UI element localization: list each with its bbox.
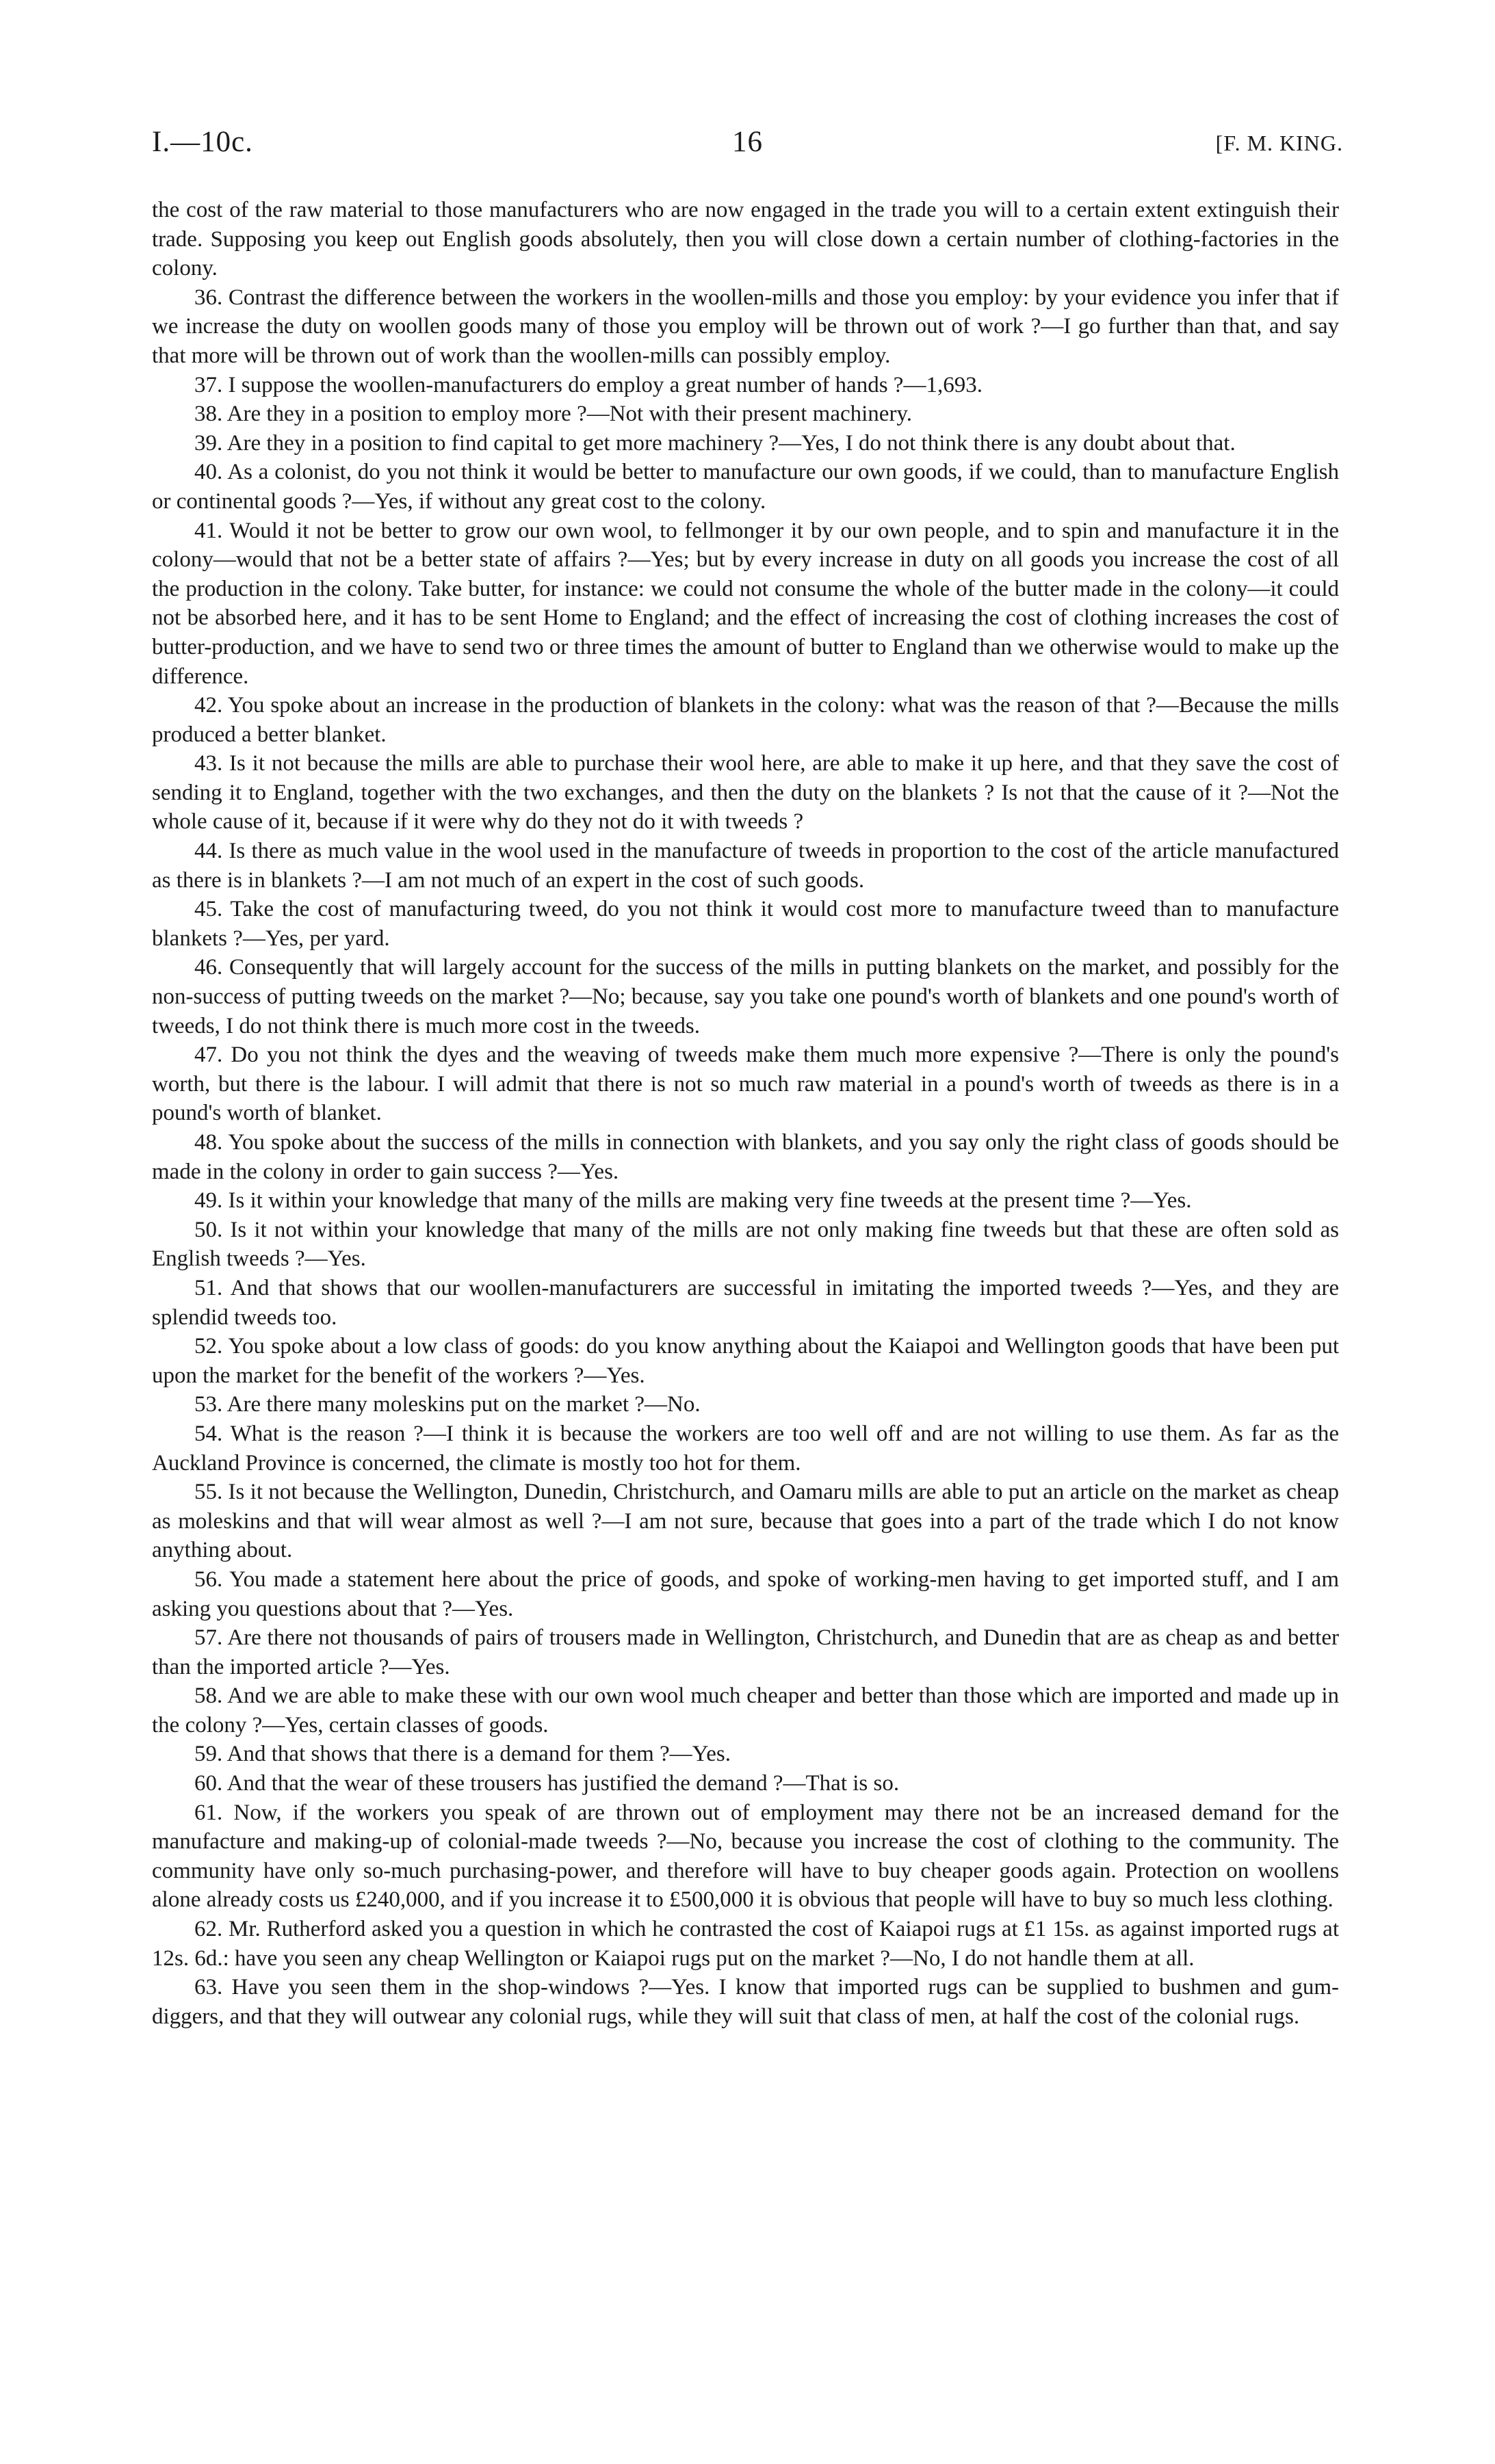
question-paragraph: 60. And that the wear of these trousers has justified the demand ?—That is so. <box>194 1771 900 1796</box>
question-paragraph: 45. Take the cost of manufacturing tweed, do you not think it would cost more to manufacture tweed than to manufacture blankets ?—Yes, per yard. <box>152 897 1339 951</box>
question-paragraph: 50. Is it not within your knowledge that many of the mills are not only making fine tweeds but that these are often sold as English tweeds ?—Yes. <box>152 1217 1339 1272</box>
question-paragraph: 51. And that shows that our woollen-manufacturers are successful in imitating the imported tweeds ?—Yes, and they are splendid tweeds too. <box>152 1275 1339 1330</box>
question-paragraph: 54. What is the reason ?—I think it is because the workers are too well off and are not willing to use them. As far as the Auckland Province is concerned, the climate is mostly too hot for them. <box>152 1421 1339 1476</box>
page-header <box>152 125 1343 173</box>
question-paragraph: 59. And that shows that there is a demand for them ?—Yes. <box>194 1742 731 1767</box>
question-paragraph: 41. Would it not be better to grow our own wool, to fellmonger it by our own people, and to spin and manufacture it in the colony—would that not be a better state of affairs ?—Yes; but by every increase in duty on all goods you increase the cost of all the production in the colony. Take butter, for instance: we could not consume the whole of the butter made in the colony—it could not be absorbed here, and it has to be sent Home to England; and the effect of increasing the cost of clothing increases the cost of butter-production, and we have to send two or three times the amount of butter to England than we otherwise would to make up the difference. <box>152 518 1339 689</box>
question-paragraph: 39. Are they in a position to find capital to get more machinery ?—Yes, I do not think there is any doubt about that. <box>194 430 1236 456</box>
question-paragraph: 43. Is it not because the mills are able to purchase their wool here, are able to make it up here, and that they save the cost of sending it to England, together with the two exchanges, and then the duty on the blankets ? Is not that the cause of it ?—Not the whole cause of it, because if it were why do they not do it with tweeds ? <box>152 751 1339 835</box>
question-paragraph: 55. Is it not because the Wellington, Dunedin, Christchurch, and Oamaru mills are able to put an article on the market as cheap as moleskins and that will wear almost as well ?—I am not sure, because that goes into a part of the trade which I do not know anything about. <box>152 1480 1339 1563</box>
question-paragraph: 42. You spoke about an increase in the production of blankets in the colony: what was the reason of that ?—Because the mills produced a better blanket. <box>152 693 1339 747</box>
evidence-text <box>152 196 1339 2031</box>
witness-name: [F. M. KING. <box>1215 131 1343 155</box>
question-paragraph: 47. Do you not think the dyes and the weaving of tweeds make them much more expensive ?—There is only the pound's worth, but there is the labour. I will admit that there is not so much raw material in a pound's worth of tweeds as there is in a pound's worth of blanket. <box>152 1043 1339 1126</box>
continued-paragraph: the cost of the raw material to those manufacturers who are now engaged in the trade you will to a certain extent extinguish their trade. Supposing you keep out English goods absolutely, then you will close down a certain number of clothing-factories in the colony. <box>152 198 1339 281</box>
question-paragraph: 57. Are there not thousands of pairs of trousers made in Wellington, Christchurch, and Dunedin that are as cheap as and better than the imported article ?—Yes. <box>152 1625 1339 1679</box>
question-paragraph: 63. Have you seen them in the shop-windows ?—Yes. I know that imported rugs can be supplied to bushmen and gum-diggers, and that they will outwear any colonial rugs, while they will suit that class of men, at half the cost of the colonial rugs. <box>152 1975 1339 2029</box>
paper-reference: I.—10c. <box>152 126 253 158</box>
question-paragraph: 44. Is there as much value in the wool used in the manufacture of tweeds in proportion to the cost of the article manufactured as there is in blankets ?—I am not much of an expert in the cost of such goods. <box>152 839 1339 893</box>
question-paragraph: 37. I suppose the woollen-manufacturers do employ a great number of hands ?—1,693. <box>194 372 983 397</box>
question-paragraph: 36. Contrast the difference between the workers in the woollen-mills and those you employ: by your evidence you infer that if we increase the duty on woollen goods many of those you employ will be thrown out of work ?—I go further than that, and say that more will be thrown out of work than the woollen-mills can possibly employ. <box>152 285 1339 368</box>
question-paragraph: 53. Are there many moleskins put on the market ?—No. <box>194 1392 701 1417</box>
question-paragraph: 56. You made a statement here about the price of goods, and spoke of working-men having to get imported stuff, and I am asking you questions about that ?—Yes. <box>152 1567 1339 1621</box>
question-paragraph: 49. Is it within your knowledge that many of the mills are making very fine tweeds at the present time ?—Yes. <box>194 1188 1192 1214</box>
question-paragraph: 62. Mr. Rutherford asked you a question in which he contrasted the cost of Kaiapoi rugs at £1 15s. as against imported rugs at 12s. 6d.: have you seen any cheap Wellington or Kaiapoi rugs put on the market ?—No, I do not handle them at all. <box>152 1917 1339 1971</box>
question-paragraph: 46. Consequently that will largely account for the success of the mills in putting blankets on the market, and possibly for the non-success of putting tweeds on the market ?—No; because, say you take one pound's worth of blankets and one pound's worth of tweeds, I do not think there is much more cost in the tweeds. <box>152 955 1339 1038</box>
question-paragraph: 48. You spoke about the success of the mills in connection with blankets, and you say only the right class of goods should be made in the colony in order to gain success ?—Yes. <box>152 1130 1339 1184</box>
question-paragraph: 38. Are they in a position to employ more ?—Not with their present machinery. <box>194 402 913 427</box>
question-paragraph: 52. You spoke about a low class of goods: do you know anything about the Kaiapoi and Wellington goods that have been put upon the market for the benefit of the workers ?—Yes. <box>152 1334 1339 1388</box>
question-paragraph: 58. And we are able to make these with our own wool much cheaper and better than those which are imported and made up in the colony ?—Yes, certain classes of goods. <box>152 1683 1339 1738</box>
question-paragraph: 61. Now, if the workers you speak of are thrown out of employment may there not be an increased demand for the manufacture and making-up of colonial-made tweeds ?—No, because you increase the cost of clothing to the community. The community have only so-much purchasing-power, and therefore will have to buy cheaper goods again. Protection on woollens alone already costs us £240,000, and if you increase it to £500,000 it is obvious that people will have to buy so much less clothing. <box>152 1800 1339 1913</box>
page-number: 16 <box>732 126 763 158</box>
question-paragraph: 40. As a colonist, do you not think it would be better to manufacture our own goods, if we could, than to manufacture English or continental goods ?—Yes, if without any great cost to the colony. <box>152 460 1339 514</box>
